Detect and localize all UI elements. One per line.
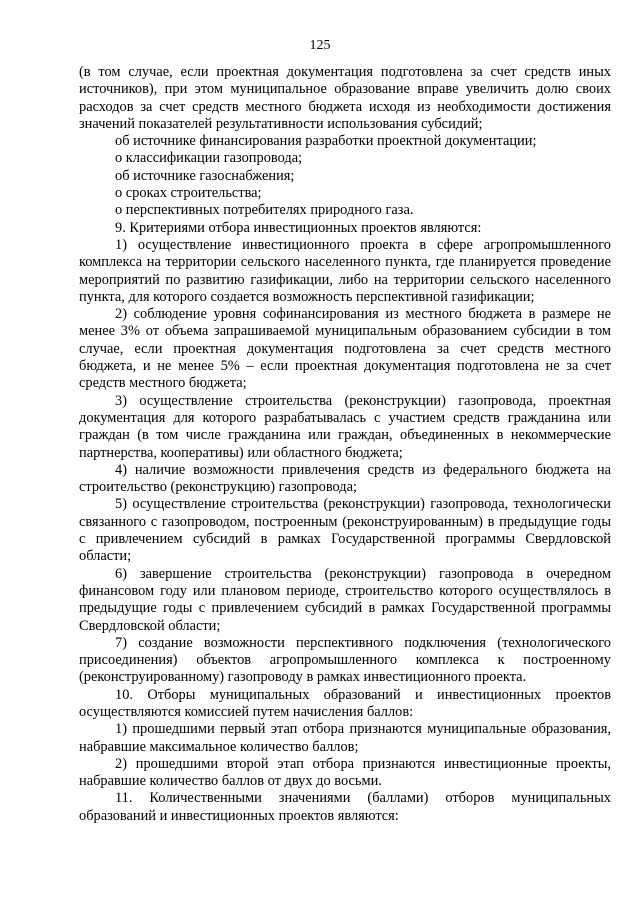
paragraph-clause-11: 11. Количественными значениями (баллами) отборов муниципальных образований и инвестиционных проектов являются: (79, 790, 611, 824)
paragraph-gas-source: об источнике газоснабжения; (115, 167, 295, 184)
paragraph-clause-9: 9. Критериями отбора инвестиционных проектов являются: (115, 219, 482, 236)
document-body (79, 64, 611, 825)
paragraph-criterion-5: 5) осуществление строительства (реконструкции) газопровода, технологически связанного с газопроводом, построенным (реконструированным) в предыдущие годы с привлечением субсидий в рамках Государственной программы Свердловской области; (79, 496, 611, 565)
paragraph-financing-source: об источнике финансирования разработки проектной документации; (115, 133, 537, 150)
paragraph-criterion-4: 4) наличие возможности привлечения средств из федерального бюджета на строительство (реконструкцию) газопровода; (79, 461, 611, 496)
paragraph-criterion-2: 2) соблюдение уровня софинансирования из местного бюджета в размере не менее 3% от объема запрашиваемой муниципальным образованием субсидии в том случае, если проектная документация подготовлена за счет средств местного бюджета, и не менее 5% – если проектная документация подготовлена не за счет средств местного бюджета; (79, 306, 611, 392)
paragraph-prospective-consumers: о перспективных потребителях природного газа. (115, 202, 414, 219)
paragraph-criterion-3: 3) осуществление строительства (реконструкции) газопровода, проектная документация для которого разрабатывалась с участием средств гражданина или граждан (в том числе гражданина или граждан, объединенных в некоммерческие партнерства, кооперативы) или областного бюджета; (79, 392, 611, 461)
paragraph-criterion-6: 6) завершение строительства (реконструкции) газопровода в очередном финансовом году или плановом периоде, строительство которого осуществлялось в предыдущие годы с привлечением субсидий в рамках Государственной программы Свердловской области; (79, 565, 611, 634)
paragraph-criterion-1: 1) осуществление инвестиционного проекта в сфере агропромышленного комплекса на территории сельского населенного пункта, где планируется проведение мероприятий по развитию газификации, либо на территории сельского населенного пункта, для которого создается возможность перспективной газификации; (79, 236, 611, 305)
paragraph-clause-10: 10. Отборы муниципальных образований и инвестиционных проектов осуществляются комиссией путем начисления баллов: (79, 686, 611, 720)
paragraph-stage-2: 2) прошедшими второй этап отбора признаются инвестиционные проекты, набравшие количество баллов от двух до восьми. (79, 755, 611, 790)
paragraph-continuation: (в том случае, если проектная документация подготовлена за счет средств иных источников), при этом муниципальное образование вправе увеличить долю своих расходов за счет средств местного бюджета исходя из необходимости достижения значений показателей результативности использования субсидий; (79, 64, 611, 132)
paragraph-criterion-7: 7) создание возможности перспективного подключения (технологического присоединения) объектов агропромышленного комплекса к построенному (реконструированному) газопроводу в рамках инвестиционного проекта. (79, 634, 611, 686)
paragraph-pipeline-classification: о классификации газопровода; (115, 150, 303, 167)
paragraph-stage-1: 1) прошедшими первый этап отбора признаются муниципальные образования, набравшие максимальное количество баллов; (79, 721, 611, 755)
paragraph-construction-terms: о сроках строительства; (115, 185, 262, 202)
page-number: 125 (309, 38, 331, 53)
